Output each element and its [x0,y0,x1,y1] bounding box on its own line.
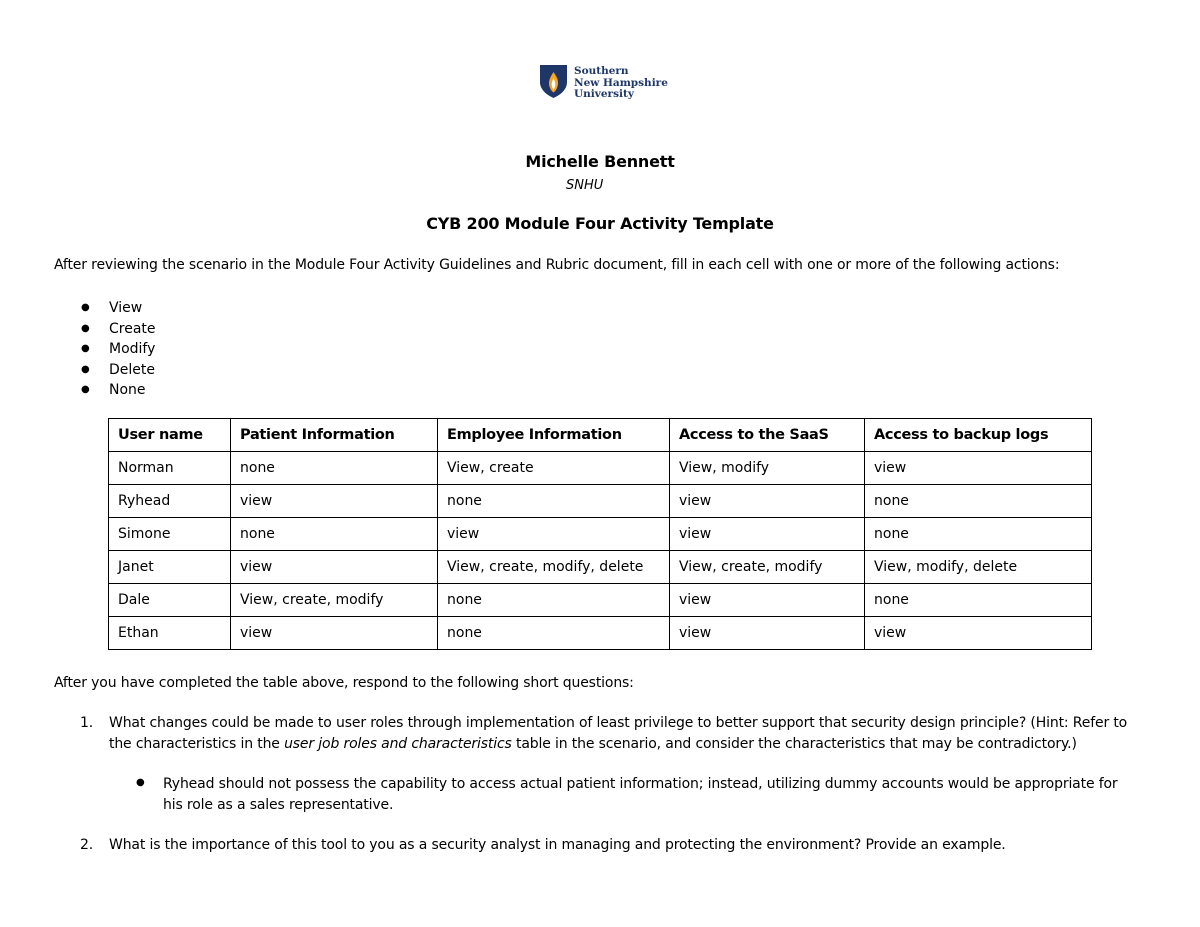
bullet-icon: ● [81,343,90,354]
table-cell: View, create [438,452,670,485]
table-cell: view [865,452,1092,485]
bullet-icon: ● [81,363,90,375]
question-text-italic: user job roles and characteristics [284,736,512,752]
table-cell: none [438,617,670,650]
logo-line: University [574,88,634,100]
table-row [109,485,1092,518]
question-number: 1. [80,715,94,731]
table-row [109,584,1092,617]
table-cell: view [438,518,670,551]
after-table-paragraph: After you have completed the table above, respond to the following short questions: [54,675,634,691]
action-label: Modify [109,341,156,357]
table-row [109,617,1092,650]
column-header: Access to the SaaS [670,419,865,452]
intro-paragraph: After reviewing the scenario in the Module Four Activity Guidelines and Rubric document, fill in each cell with one or more of the following actions: [54,257,1060,273]
column-header: Patient Information [231,419,438,452]
affiliation: SNHU [566,178,604,193]
table-cell: Ryhead [109,485,231,518]
table-row [109,518,1092,551]
table-cell: view [670,617,865,650]
column-header: Access to backup logs [865,419,1092,452]
bullet-icon: ● [81,384,90,395]
action-label: Delete [109,361,155,378]
table-cell: view [231,551,438,584]
university-logo [539,64,668,101]
table-cell: view [670,584,865,617]
table-header-row [109,419,1092,452]
table-cell: Dale [109,584,231,617]
table-cell: none [865,485,1092,518]
table-cell: Ethan [109,617,231,650]
table-row [109,452,1092,485]
bullet-icon: ● [81,302,90,313]
table-cell: none [231,518,438,551]
action-label: Create [109,320,156,337]
table-cell: Norman [109,452,231,485]
permissions-table [108,418,1092,650]
answer-1 [135,774,1135,816]
table-cell: view [231,617,438,650]
document-title: CYB 200 Module Four Activity Template [426,214,774,233]
table-cell: Janet [109,551,231,584]
action-label: None [109,382,146,398]
table-cell: view [231,485,438,518]
table-cell: Simone [109,518,231,551]
list-item [80,339,156,360]
logo-line: Southern [574,65,629,77]
table-cell: View, modify, delete [865,551,1092,584]
action-label: View [109,300,143,316]
table-cell: view [670,485,865,518]
table-row [109,551,1092,584]
question-1 [80,713,1150,755]
logo-wordmark [574,66,668,101]
table-cell: View, modify [670,452,865,485]
table-cell: none [438,485,670,518]
table-cell: none [231,452,438,485]
logo-line: New Hampshire [574,76,668,89]
table-cell: none [865,584,1092,617]
bullet-icon: ● [81,322,90,334]
question-text-part: table in the scenario, and consider the characteristics that may be contradictory.) [511,736,1077,752]
table-cell: View, create, modify, delete [438,551,670,584]
table-cell: view [670,518,865,551]
column-header: Employee Information [438,419,670,452]
answer-text: Ryhead should not possess the capability to access actual patient information; instead, utilizing dummy accounts would be appropriate for his role as a sales representative. [163,776,1118,813]
question-text: What is the importance of this tool to you as a security analyst in managing and protecting the environment? Provide an example. [109,837,1006,853]
author-name: Michelle Bennett [525,152,675,171]
question-text-part: What changes could be made to user roles through implementation of least privilege to better support that security design principle? (Hint: Refer to the characteristics in the [109,715,1128,752]
list-item [80,319,156,340]
table-cell: none [865,518,1092,551]
flame-shield-icon [539,64,568,99]
table-cell: view [865,617,1092,650]
question-number: 2. [80,837,94,853]
list-item [80,298,156,319]
question-text [109,713,1150,755]
bullet-icon: ● [136,777,145,788]
actions-list [80,298,156,401]
question-2 [80,835,1150,856]
table-cell: View, create, modify [670,551,865,584]
list-item [80,380,156,401]
list-item [80,360,156,381]
column-header: User name [109,419,231,452]
table-cell: none [438,584,670,617]
table-cell: View, create, modify [231,584,438,617]
